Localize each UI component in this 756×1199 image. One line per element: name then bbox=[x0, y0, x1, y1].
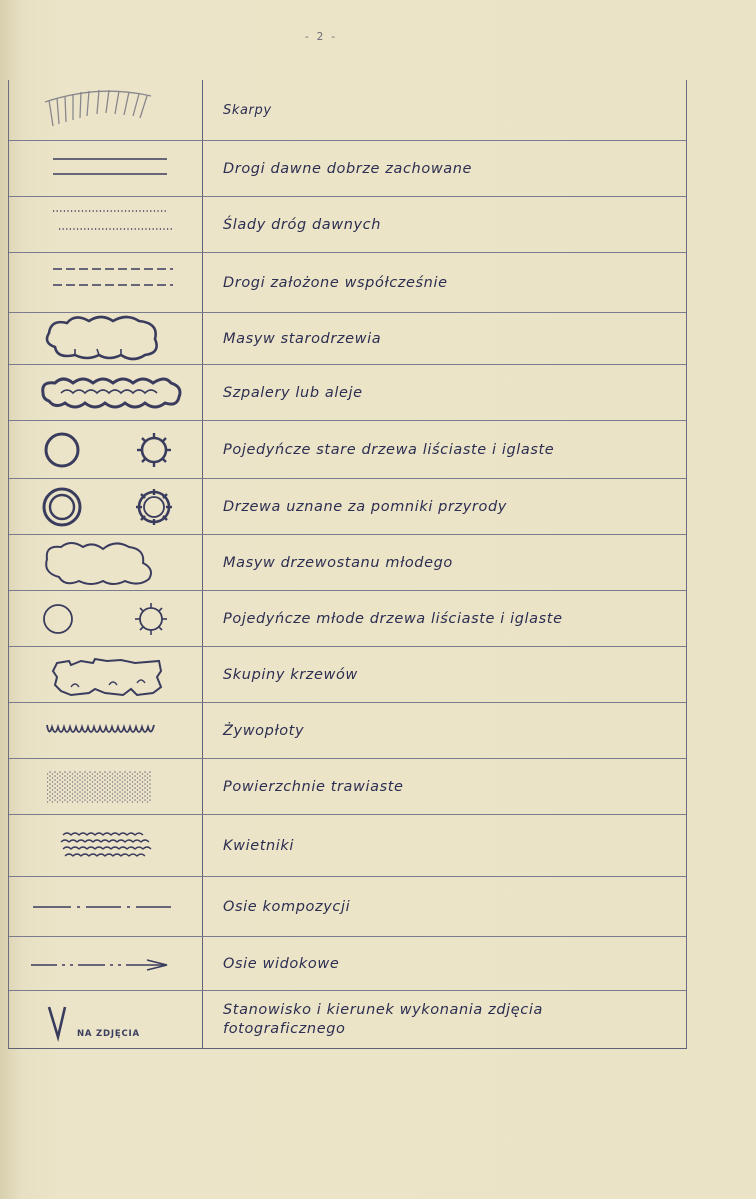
hedge-symbol bbox=[9, 703, 202, 759]
monument-tree-symbol bbox=[9, 479, 202, 535]
photo-station-symbol bbox=[9, 991, 202, 1049]
legend-row-old-tree-mass bbox=[9, 312, 686, 365]
legend-label: Osie widokowe bbox=[223, 956, 340, 972]
flower-bed-symbol bbox=[9, 815, 202, 877]
legend-row-shrub-groups bbox=[9, 646, 686, 703]
legend-label: Pojedyńcze stare drzewa liściaste i iglaste bbox=[223, 442, 555, 458]
embankment-symbol bbox=[9, 80, 202, 140]
legend-table bbox=[8, 80, 687, 1049]
photo-station-symbol-text: NA ZDJĘCIA bbox=[77, 1029, 140, 1039]
young-stand-mass-symbol bbox=[9, 535, 202, 591]
legend-row-old-road bbox=[9, 140, 686, 197]
legend-label: Drogi dawne dobrze zachowane bbox=[223, 161, 473, 177]
legend-row-grass bbox=[9, 758, 686, 815]
legend-label: Pojedyńcze młode drzewa liściaste i iglaste bbox=[223, 611, 563, 627]
legend-label: Masyw starodrzewia bbox=[223, 331, 382, 347]
legend-label: Drzewa uznane za pomniki przyrody bbox=[223, 499, 507, 515]
legend-row-flower-beds bbox=[9, 814, 686, 877]
single-old-tree-symbol bbox=[9, 421, 202, 479]
legend-row-hedges bbox=[9, 702, 686, 759]
legend-row-tree-rows bbox=[9, 364, 686, 421]
old-road-traces-symbol bbox=[9, 197, 202, 253]
legend-label: Masyw drzewostanu młodego bbox=[223, 555, 453, 571]
legend-label: Stanowisko i kierunek wykonania zdjęcia fotograficznego bbox=[223, 1002, 543, 1037]
legend-row-single-young-tree bbox=[9, 590, 686, 647]
old-tree-mass-symbol bbox=[9, 313, 202, 365]
legend-label: Ślady dróg dawnych bbox=[223, 217, 382, 233]
legend-row-photo-station bbox=[9, 990, 686, 1049]
legend-label: Skupiny krzewów bbox=[223, 667, 358, 683]
view-axis-symbol bbox=[9, 937, 202, 991]
page-number: - 2 - bbox=[303, 30, 337, 43]
legend-label: Kwietniki bbox=[223, 838, 295, 854]
legend-label: Żywopłoty bbox=[223, 723, 305, 739]
legend-label: Powierzchnie trawiaste bbox=[223, 779, 404, 795]
legend-row-modern-road bbox=[9, 252, 686, 313]
legend-label: Osie kompozycji bbox=[223, 899, 351, 915]
grass-surface-symbol bbox=[9, 759, 202, 815]
tree-row-alley-symbol bbox=[9, 365, 202, 421]
old-road-well-preserved-symbol bbox=[9, 141, 202, 197]
legend-row-view-axes bbox=[9, 936, 686, 991]
legend-row-composition-axes bbox=[9, 876, 686, 937]
legend-row-young-stand-mass bbox=[9, 534, 686, 591]
shrub-group-symbol bbox=[9, 647, 202, 703]
legend-row-single-old-tree bbox=[9, 420, 686, 479]
legend-label: Skarpy bbox=[223, 102, 272, 118]
single-young-tree-symbol bbox=[9, 591, 202, 647]
legend-label: Drogi założone współcześnie bbox=[223, 275, 448, 291]
legend-row-road-traces bbox=[9, 196, 686, 253]
composition-axis-symbol bbox=[9, 877, 202, 937]
legend-label: Szpalery lub aleje bbox=[223, 385, 363, 401]
modern-road-symbol bbox=[9, 253, 202, 313]
legend-row-monument-tree bbox=[9, 478, 686, 535]
legend-row-embankment bbox=[9, 80, 686, 140]
